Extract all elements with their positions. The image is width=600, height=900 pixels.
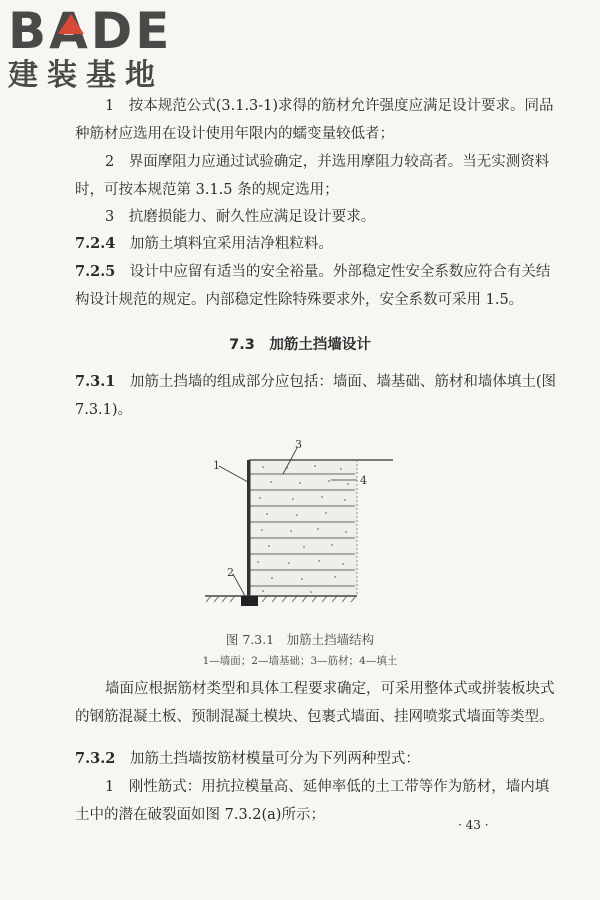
clause-text: 加筋土挡墙的组成部分应包括：墙面、墙基础、筋材和墙体填土(图 7.3.1)。 xyxy=(75,374,557,418)
section-heading-7-3: 7.3 加筋土挡墙设计 xyxy=(229,337,371,353)
leader-line-1 xyxy=(219,466,248,482)
clause-7-2-4 xyxy=(75,230,557,258)
retaining-wall-figure xyxy=(205,438,405,617)
clause-number: 7.2.5 xyxy=(75,263,116,280)
clause-7-3-1 xyxy=(75,368,557,424)
clause-7-3-2 xyxy=(75,745,557,773)
label-footing: 2 xyxy=(227,566,234,579)
figure-legend: 1—墙面；2—墙基础；3—筋材；4—填土 xyxy=(202,655,398,667)
paragraph-item-1: 1 按本规范公式(3.1.3-1)求得的筋材允许强度应满足设计要求。同品种筋材应选用在设计使用年限内的蠕变量较低者； xyxy=(75,98,554,142)
label-backfill: 4 xyxy=(360,474,367,487)
clause-7-2-5 xyxy=(75,258,557,314)
wall-facing xyxy=(247,460,251,596)
paragraph-rigid-type: 1 刚性筋式：用抗拉模量高、延伸率低的土工带等作为筋材，墙内填土中的潜在破裂面如图 7.3.2(a)所示； xyxy=(75,779,550,823)
logo-subtitle: 建装基地 xyxy=(8,58,164,93)
page-number: · 43 · xyxy=(458,818,489,832)
wall-footing xyxy=(241,596,258,606)
label-facing: 1 xyxy=(213,459,220,472)
label-reinforcement: 3 xyxy=(295,438,302,451)
paragraph-item-3: 3 抗磨损能力、耐久性应满足设计要求。 xyxy=(105,209,376,225)
clause-text: 设计中应留有适当的安全裕量。外部稳定性安全系数应符合有关结构设计规范的规定。内部稳定性除特殊要求外，安全系数可采用 1.5。 xyxy=(75,264,551,308)
ground-hatching xyxy=(206,596,356,602)
logo-wordmark: BADE xyxy=(8,2,173,60)
figure-caption: 图 7.3.1 加筋土挡墙结构 xyxy=(225,632,375,647)
clause-number: 7.2.4 xyxy=(75,235,116,252)
paragraph-facing-types: 墙面应根据筋材类型和具体工程要求确定，可采用整体式或拼装板块式的钢筋混凝土板、预制混凝土模块、包裹式墙面、挂网喷浆式墙面等类型。 xyxy=(75,681,555,725)
clause-text: 加筋土挡墙按筋材模量可分为下列两种型式： xyxy=(129,751,420,767)
clause-number: 7.3.1 xyxy=(75,373,116,390)
leader-line-2 xyxy=(233,574,245,596)
publisher-logo xyxy=(8,2,173,94)
logo-triangle-icon xyxy=(58,14,84,34)
paragraph-item-2: 2 界面摩阻力应通过试验确定，并选用摩阻力较高者。当无实测资料时，可按本规范第 3.1.5 条的规定选用； xyxy=(75,154,550,198)
clause-text: 加筋土填料宜采用洁净粗粒料。 xyxy=(129,236,333,252)
retaining-wall-diagram xyxy=(205,438,405,613)
clause-number: 7.3.2 xyxy=(75,750,116,767)
